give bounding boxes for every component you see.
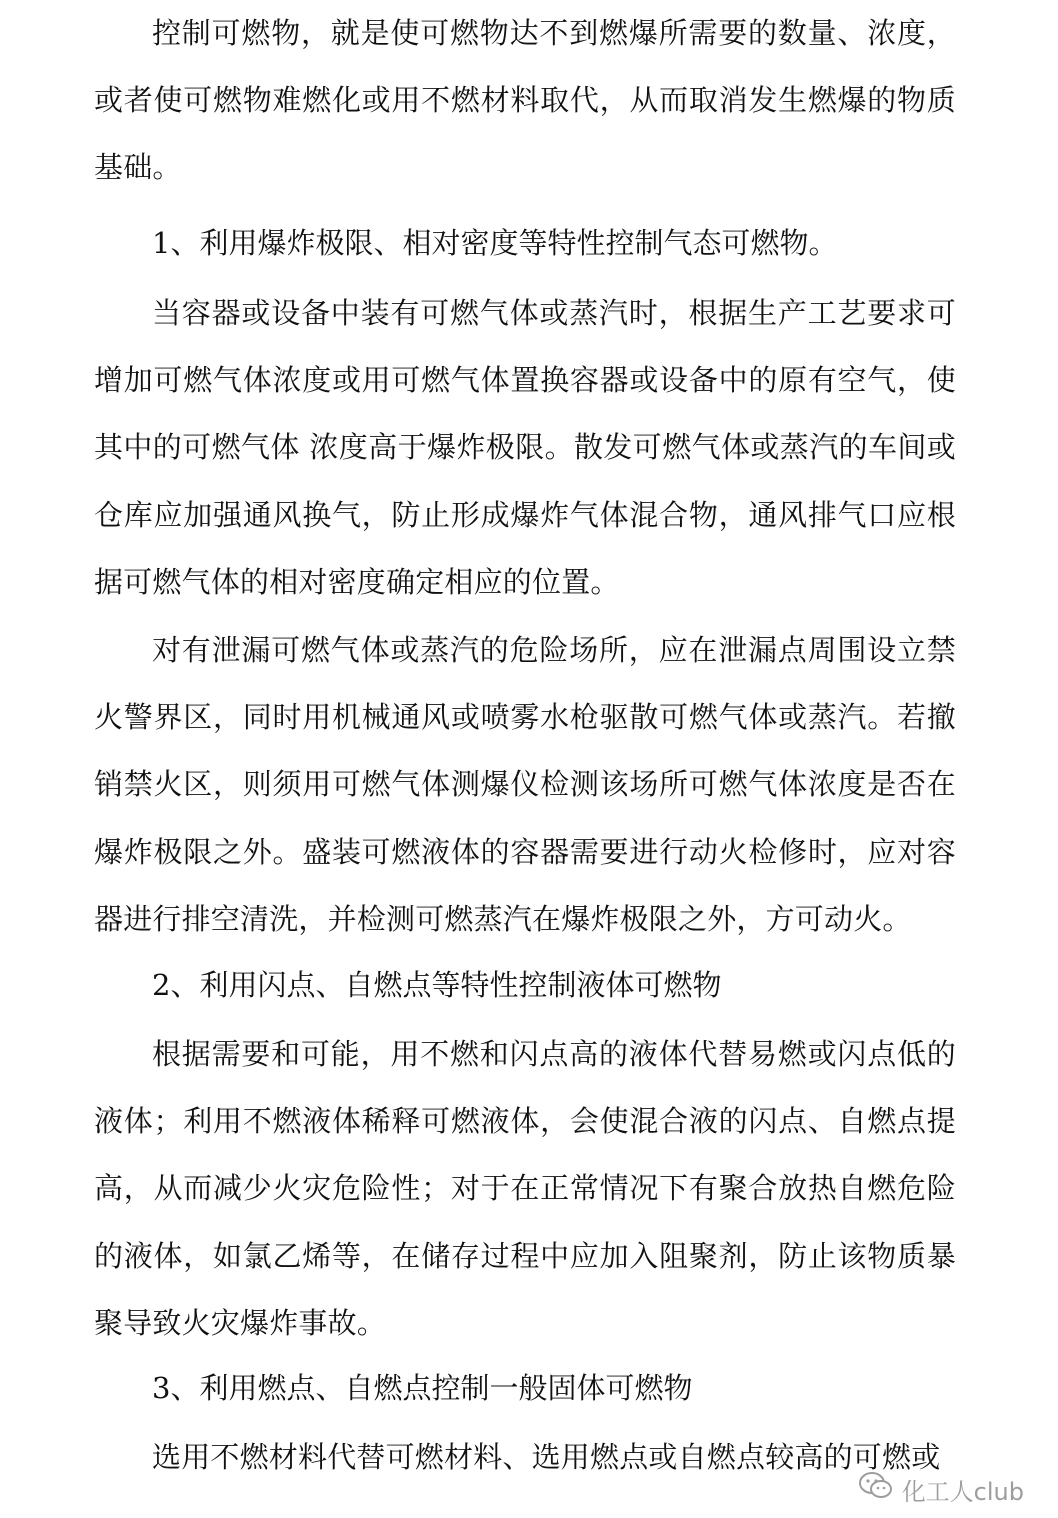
watermark-text: 化工人club — [901, 1477, 1024, 1506]
paragraph-liquid-substitution: 根据需要和可能，用不燃和闪点高的液体代替易燃或闪点低的液体；利用不燃液体稀释可燃液体，会使混合液的闪点、自燃点提高，从而减少火灾危险性；对于在正常情况下有聚合放热自燃危险的液体，如氯乙烯等，在储存过程中应加入阻聚剂，防止该物质暴聚导致火灾爆炸事故。 — [94, 1037, 956, 1340]
paragraph-gas-concentration: 当容器或设备中装有可燃气体或蒸汽时，根据生产工艺要求可增加可燃气体浓度或用可燃气体置换容器或设备中的原有空气，使其中的可燃气体 浓度高于爆炸极限。散发可燃气体或蒸汽的车间或仓库应加强通风换气，防止形成爆炸气体混合物，通风排气口应根据可燃气体的相对密度确定相应的位置。 — [94, 296, 956, 599]
wechat-icon — [858, 1470, 894, 1508]
paragraph-control-combustibles: 控制可燃物，就是使可燃物达不到燃爆所需要的数量、浓度，或者使可燃物难燃化或用不燃材料取代，从而取消发生燃爆的物质基础。 — [94, 16, 956, 185]
heading-liquid-combustibles: 2、利用闪点、自燃点等特性控制液体可燃物 — [152, 968, 722, 1002]
paragraph-leak-hazard-area: 对有泄漏可燃气体或蒸汽的危险场所，应在泄漏点周围设立禁火警界区，同时用机械通风或喷雾水枪驱散可燃气体或蒸汽。若撤销禁火区，则须用可燃气体测爆仪检测该场所可燃气体浓度是否在爆炸极限之外。盛装可燃液体的容器需要进行动火检修时，应对容器进行排空清洗，并检测可燃蒸汽在爆炸极限之外，方可动火。 — [94, 633, 956, 936]
paragraph-solid-substitution: 选用不燃材料代替可燃材料、选用燃点或自燃点较高的可燃或 — [152, 1440, 941, 1474]
watermark — [858, 1470, 1024, 1508]
heading-solid-combustibles: 3、利用燃点、自燃点控制一般固体可燃物 — [152, 1371, 693, 1405]
heading-gaseous-combustibles: 1、利用爆炸极限、相对密度等特性控制气态可燃物。 — [152, 226, 838, 260]
